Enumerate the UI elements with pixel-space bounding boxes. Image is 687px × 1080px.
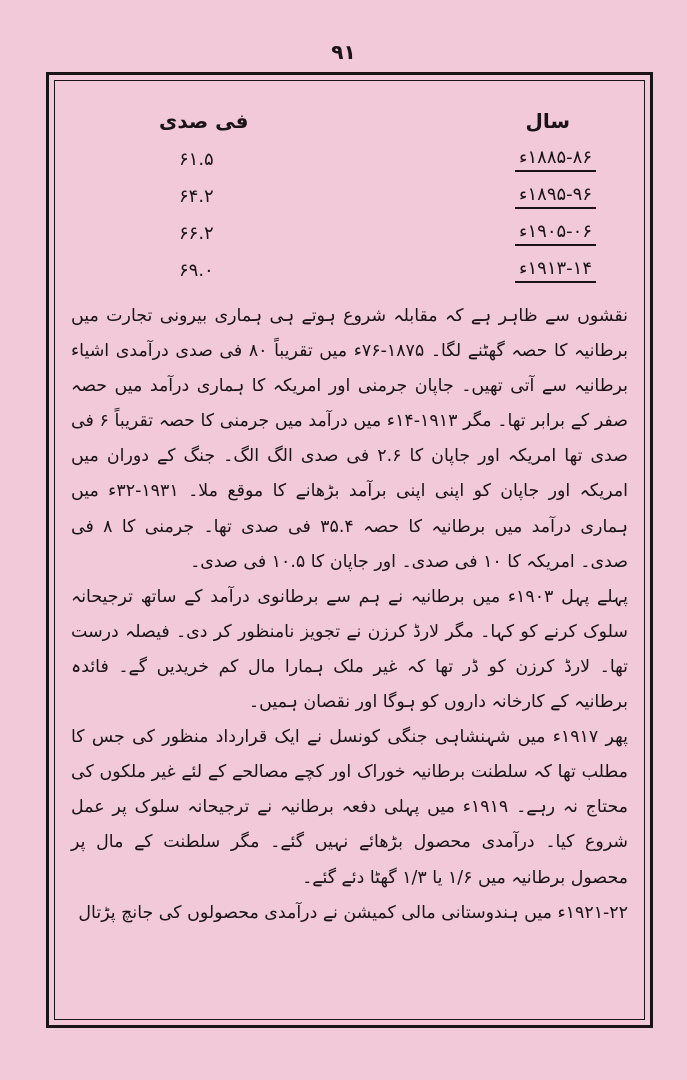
percent-column-header: فی صدی xyxy=(159,109,249,133)
paragraph-war-council-1917: پھر ۱۹۱۷ء میں شہنشاہی جنگی کونسل نے ایک قرارداد منظور کی جس کا مطلب تھا کہ سلطنت برطانیہ خوراک اور کچے مصالحے کے لئے غیر ملکوں کی محتاج نہ رہے۔ ۱۹۱۹ء میں پہلی دفعہ برطانیہ نے ترجیحانہ سلوک پر عمل شروع کیا۔ درآمدی محصول بڑھائے نہیں گئے۔ مگر سلطنت کے مال پر محصول برطانیہ میں ۱/۶ یا ۱/۳ گھٹا دئے گئے۔ xyxy=(71,727,629,888)
year-cell: ۱۹۱۳-۱۴ء xyxy=(519,258,592,283)
page-content xyxy=(69,101,630,1007)
percent-cell: ۶۶.۲ xyxy=(179,223,214,244)
inner-border xyxy=(54,80,645,1020)
table-row xyxy=(69,252,630,289)
paragraph-fiscal-commission: ۱۹۲۱-۲۲ء میں ہندوستانی مالی کمیشن نے درآمدی محصولوں کی جانچ پڑتال xyxy=(78,902,628,923)
paragraph-preference-1903: پہلے پہل ۱۹۰۳ء میں برطانیہ نے ہم سے برطانوی درآمد کے ساتھ ترجیحانہ سلوک کرنے کو کہا۔ مگر لارڈ کرزن نے تجویز نامنظور کر دی۔ فیصلہ درست تھا۔ لارڈ کرزن کو ڈر تھا کہ غیر ملک ہمارا مال کم خریدیں گے۔ فائدہ برطانیہ کے کارخانہ داروں کو ہوگا اور نقصان ہمیں۔ xyxy=(71,586,628,713)
year-cell: ۱۸۸۵-۸۶ء xyxy=(519,147,592,172)
percent-cell: ۶۹.۰ xyxy=(179,260,214,281)
page-border xyxy=(46,72,653,1028)
page-number: ۹۱ xyxy=(331,40,356,64)
year-column-header: سال xyxy=(525,109,570,133)
paragraph-trade-share: نقشوں سے ظاہر ہے کہ مقابلہ شروع ہوتے ہی ہماری بیرونی تجارت میں برطانیہ کا حصہ گھٹنے لگا۔ ۱۸۷۵-۷۶ء میں تقریباً ۸۰ فی صدی درآمدی اشیاء برطانیہ سے آتی تھیں۔ جاپان جرمنی اور امریکہ کا ہماری درآمد میں حصہ صفر کے برابر تھا۔ مگر ۱۹۱۳-۱۴ء میں درآمد میں جرمنی کا حصہ تقریباً ۶ فی صدی تھا امریکہ اور جاپان کا ۲.۶ فی صدی الگ الگ۔ جنگ کے دوران میں امریکہ اور جاپان کو اپنی اپنی برآمد بڑھانے کا موقع ملا۔ ۱۹۳۱-۳۲ء میں ہماری درآمد میں برطانیہ کا حصہ ۳۵.۴ فی صدی تھا۔ جرمنی کا ۸ فی صدی۔ امریکہ کا ۱۰ فی صدی۔ اور جاپان کا ۱۰.۵ فی صدی۔ xyxy=(71,306,628,572)
percent-cell: ۶۱.۵ xyxy=(179,149,214,170)
table-row xyxy=(69,141,630,178)
year-cell: ۱۹۰۵-۰۶ء xyxy=(519,221,592,246)
table-header xyxy=(69,101,630,141)
table-row xyxy=(69,215,630,252)
percent-cell: ۶۴.۲ xyxy=(179,186,214,207)
year-cell: ۱۸۹۵-۹۶ء xyxy=(519,184,592,209)
table-row xyxy=(69,178,630,215)
